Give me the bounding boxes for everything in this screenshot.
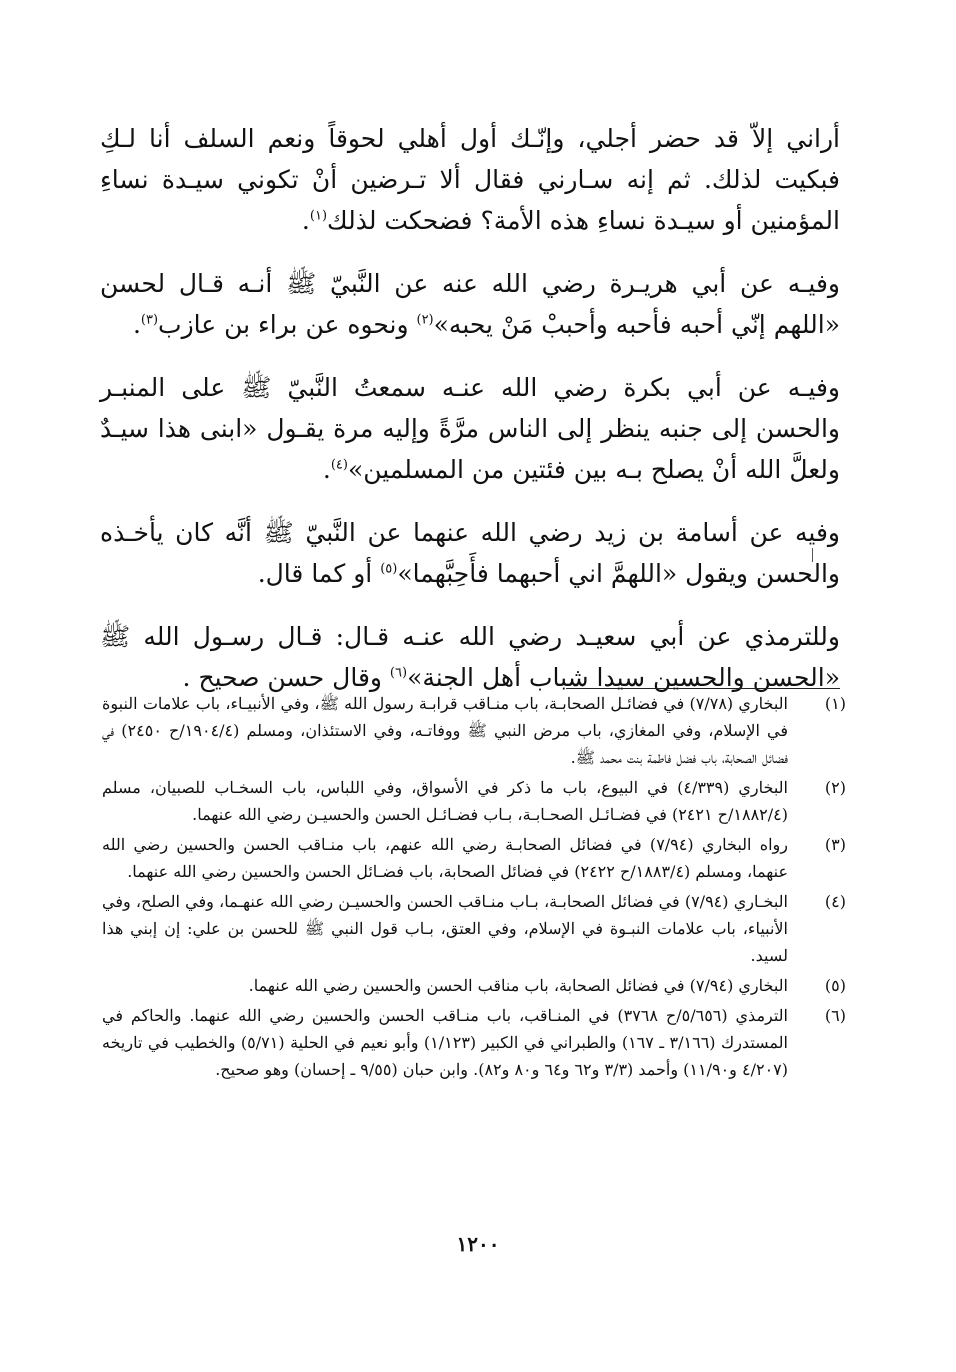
footnote-text: البخاري (٧/٧٨) في فضائـل الصحابـة، باب منـاقب قرابـة رسول الله ﷺ، وفي الأنبيـاء، باب علامات النبوة في الإسلام، وفي المغازي، باب مرض النبي ﷺ ووفاتـه، وفي الاستئذان، ومسلم (١٩٠٤/٤/ح ٢٤٥٠) في فضائل الصحابة، باب فضل فاطمة بنت محمد ﷺ. bbox=[102, 694, 789, 767]
footnote-number: (١) bbox=[824, 694, 846, 713]
footnote-number: (٦) bbox=[824, 1006, 846, 1025]
footnote-2 bbox=[102, 774, 846, 828]
paragraph-text: وللترمذي عن أبي سعيـد رضي الله عنـه قـال: قـال رسـول الله ﷺ «الحسن والحسين سيدا شباب أهل الجنة» bbox=[100, 622, 840, 692]
paragraph-end: . bbox=[132, 310, 141, 339]
footnote-1 bbox=[102, 690, 846, 771]
footnote-reference: (٣) bbox=[140, 312, 159, 328]
footnotes bbox=[102, 690, 846, 1086]
footnote-reference: (٢) bbox=[416, 312, 434, 328]
paragraph-text-continued: وقال حسن صحيح bbox=[198, 663, 390, 692]
paragraph-end: . bbox=[322, 455, 331, 484]
footnote-number: (٢) bbox=[824, 778, 846, 797]
paragraph-5 bbox=[100, 616, 840, 698]
footnote-text: البخاري (٤/٣٣٩) في البيوع، باب ما ذكر في الأسواق، وفي اللباس، باب السخـاب للصبيان، مسلم (١٨٨٢/٤/ح ٢٤٢١) في فضـائـل الصحـابـة، بـاب فضـائـل الحسن والحسيـن رضي الله عنهما. bbox=[102, 778, 788, 824]
footnote-reference: (٦) bbox=[389, 665, 408, 681]
footnote-reference: (٤) bbox=[330, 457, 348, 473]
footnote-4 bbox=[102, 888, 846, 969]
paragraph-text: وفيه عن أسامة بن زيد رضي الله عنهما عن النَّبيّ ﷺ أنَّه كان يأخـذه والحسن ويقول «اللهمَّ اني أحبهما فأَحِبَّهما» bbox=[100, 518, 840, 588]
footnote-5 bbox=[102, 972, 846, 999]
footnote-3 bbox=[102, 831, 846, 885]
footnote-separator bbox=[566, 688, 840, 689]
paragraph-end: . bbox=[257, 559, 266, 588]
footnote-6 bbox=[102, 1002, 846, 1083]
footnote-text: الترمذي (٥/٦٥٦/ح ٣٧٦٨) في المنـاقب، باب منـاقب الحسن والحسين رضي الله عنهما. والحاكم في المستدرك (٣/١٦٦ ـ ١٦٧) والطبراني في الكبير (١/١٢٣) وأبو نعيم في الحلية (٥/٧١) والخطيب في تاريخه (٤/٢٠٧ و١١/٩٠) وأحمد (٣/٣ و٦٢ و٦٤ و٨٠ و٨٢). وابن حبان (٩/٥٥ ـ إحسان) وهو صحيح. bbox=[102, 1006, 789, 1079]
margin-mark bbox=[812, 548, 813, 562]
paragraph-text-continued: ونحوه عن براء بن عازب bbox=[158, 310, 417, 339]
footnote-number: (٣) bbox=[824, 835, 846, 854]
paragraph-end: . bbox=[182, 663, 199, 692]
paragraph-4 bbox=[100, 512, 840, 594]
footnote-number: (٥) bbox=[824, 976, 846, 995]
paragraph-1 bbox=[100, 118, 840, 241]
paragraph-text-continued: أو كما قال bbox=[265, 559, 381, 588]
paragraph-text: وفيـه عن أبي بكرة رضي الله عنـه سمعتُ النَّبيّ ﷺ على المنبـر والحسن إلى جنبه ينظر إلى الناس مرَّةً وإليه مرة يقـول «ابنى هذا سيـدٌ ولعلَّ الله أنْ يصلح بـه بين فئتين من المسلمين» bbox=[100, 373, 840, 484]
footnote-text: رواه البخاري (٧/٩٤) في فضائل الصحابـة رضي الله عنهم، باب منـاقب الحسن والحسين رضي الله عنهما، ومسلم (١٨٨٣/٤/ح ٢٤٢٢) في فضائل الصحابة، باب فضـائل الحسن والحسين رضي الله عنهما. bbox=[102, 835, 789, 881]
page-number: ١٢٠٠ bbox=[456, 1232, 500, 1256]
paragraph-end: . bbox=[301, 206, 310, 235]
footnote-reference: (٥) bbox=[380, 561, 398, 577]
paragraph-text: وفيـه عن أبي هريـرة رضي الله عنه عن النَّبيّ ﷺ أنـه قـال لحسن «اللهم إنّي أحبه فأحبه وأحببْ مَنْ يحبه» bbox=[100, 269, 840, 339]
paragraph-2 bbox=[100, 263, 840, 345]
footnote-text: البخـاري (٧/٩٤) في فضائل الصحابـة، بـاب منـاقب الحسن والحسيـن رضي الله عنهـما، وفي الصلح، وفي الأنبياء، باب علامات النبـوة في الإسلام، وفي العتق، بـاب قول النبي ﷺ للحسن بن علي: إن إبني هذا لسيد. bbox=[102, 892, 788, 965]
main-text bbox=[100, 118, 840, 720]
paragraph-3 bbox=[100, 367, 840, 490]
footnote-reference: (١) bbox=[309, 208, 328, 224]
footnote-text: البخاري (٧/٩٤) في فضائل الصحابة، باب مناقب الحسن والحسين رضي الله عنهما. bbox=[248, 976, 788, 995]
footnote-number: (٤) bbox=[824, 892, 846, 911]
paragraph-text: أراني إلاّ قد حضر أجلي، وإنّـك أول أهلي لحوقاً ونعم السلف أنا لـكِ فبكيت لذلك. ثم إنه سـارني فقال ألا تـرضين أنْ تكوني سيـدة نساءِ المؤمنين أو سيـدة نساءِ هذه الأمة؟ فضحكت لذلك bbox=[100, 124, 840, 235]
